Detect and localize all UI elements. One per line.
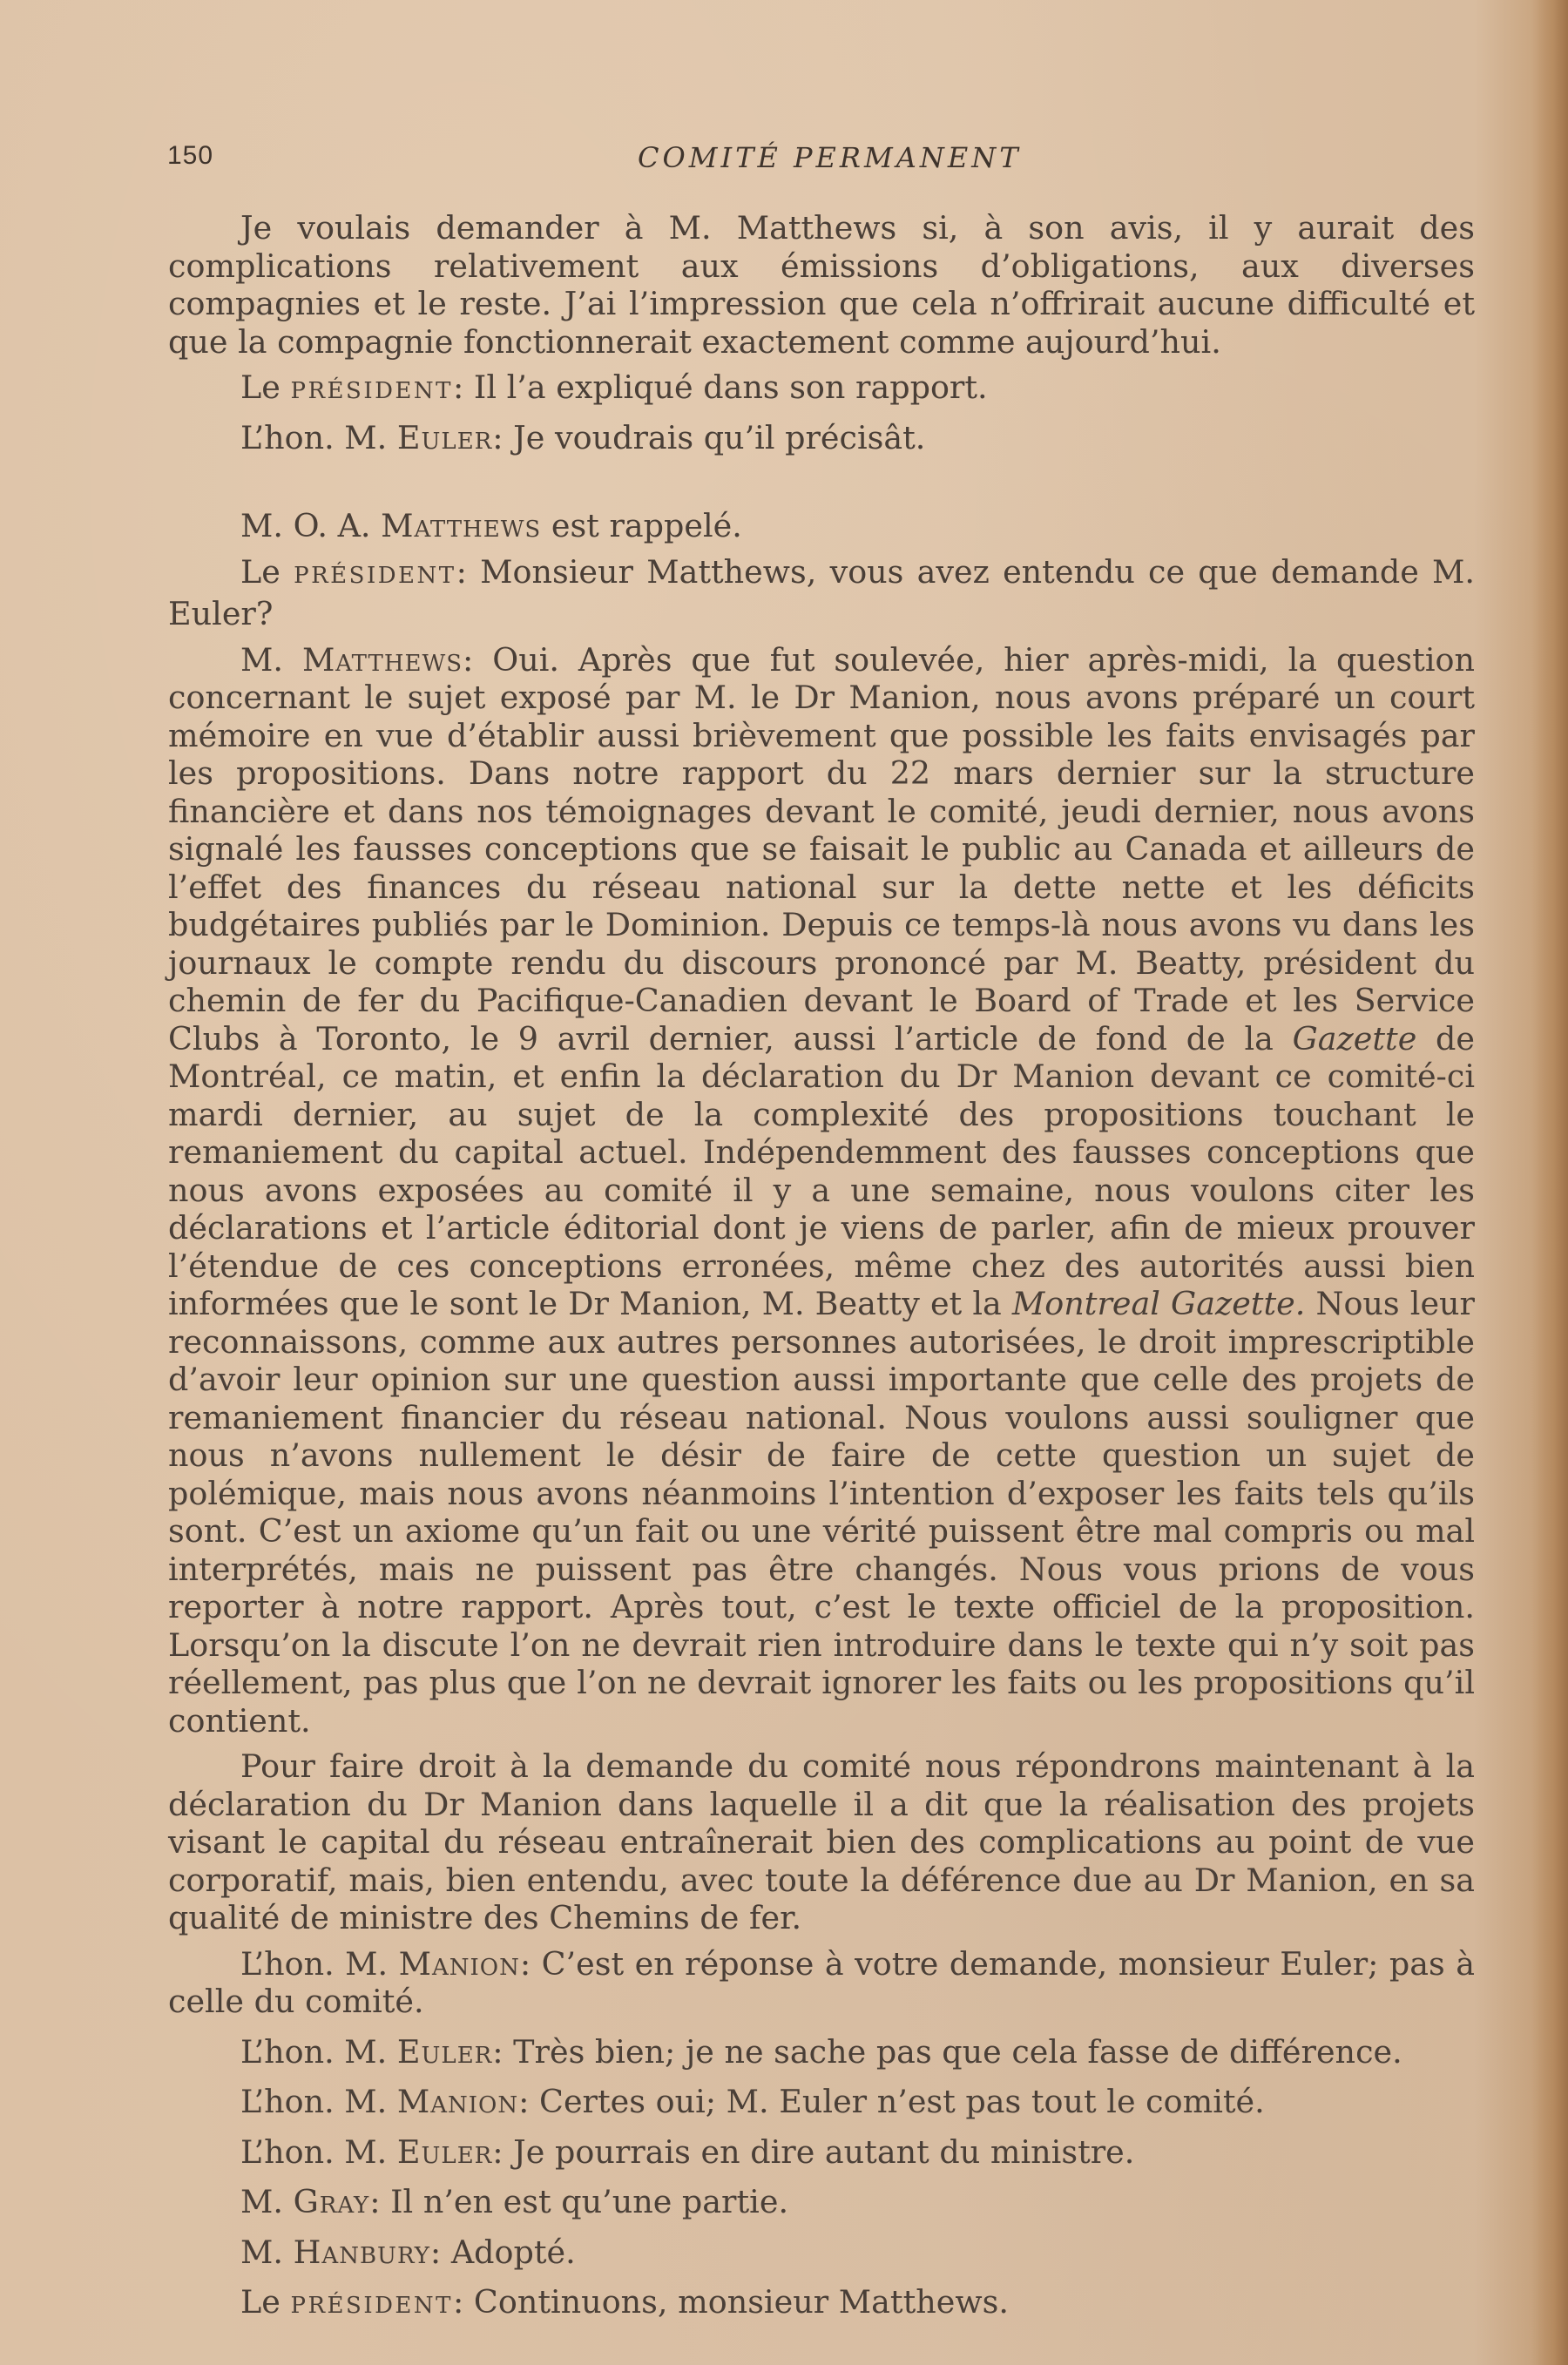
speaker-name: Euler <box>396 418 493 456</box>
speech-text-part-1: Oui. Après que fut soulevée, hier après-midi, la question concernant le sujet exposé par M. le Dr Manion, nous avons préparé un court mémoire en vue d’établir aussi brièvement que possible les faits envisagés par les propositions. Dans notre rapport du 22 mars dernier sur la structure financière et dans nos témoignages devant le comité, jeudi dernier, nous avons signalé les fausses conceptions que se faisait le public au Canada et ailleurs de l’effet des finances du réseau national sur la dette nette et les déficits budgétaires publiés par le Dominion. Depuis ce temps-là nous avons vu dans les journaux le compte rendu du discours prononcé par M. Beatty, président du chemin de fer du Pacifique-Canadien devant le Board of Trade et les Service Clubs à Toronto, le 9 avril dernier, aussi l’article de fond de la <box>168 640 1475 1057</box>
speech-text: Certes oui; M. Euler n’est pas tout le comité. <box>539 2083 1265 2120</box>
speech-text: Je voudrais qu’il précisât. <box>513 418 926 456</box>
speech-gray: M. Gray: Il n’en est qu’une partie. <box>240 2183 789 2220</box>
speech-president-1: Le PRÉSIDENT: Il l’a expliqué dans son rapport. <box>240 368 988 406</box>
speaker-role: Le <box>240 2283 280 2321</box>
speaker-name: PRÉSIDENT <box>294 562 456 589</box>
speaker-name: Matthews <box>381 507 542 544</box>
speech-text: Il n’en est qu’une partie. <box>390 2183 789 2220</box>
speech-manion-2: L’hon. M. Manion: Certes oui; M. Euler n’est pas tout le comité. <box>240 2083 1265 2120</box>
speaker-name: Hanbury <box>293 2233 430 2271</box>
speaker-title: L’hon. M. <box>240 2083 388 2120</box>
speech-text: C’est en réponse à votre demande, monsieur Euler; pas à celle du comité. <box>168 1944 1475 2020</box>
speech-text: Continuons, monsieur Matthews. <box>473 2283 1009 2321</box>
speaker-title: M. <box>240 2183 283 2220</box>
speech-text: Monsieur Matthews, vous avez entendu ce que demande M. Euler? <box>168 552 1476 632</box>
speech-text-part-2: de Montréal, ce matin, et enfin la déclaration du Dr Manion devant ce comité-ci mardi dernier, au sujet de la complexité des propositions touchant le remaniement du capital actuel. Indépendemment des fausses conceptions que nous avons exposées au comité il y a une semaine, nous voulons citer les déclarations et l’article éditorial dont je viens de parler, afin de mieux prouver l’étendue de ces conceptions erronées, même chez des autorités aussi bien informées que le sont le Dr Manion, M. Beatty et la <box>168 1019 1476 1322</box>
speech-text: Très bien; je ne sache pas que cela fasse de différence. <box>513 2032 1402 2071</box>
speech-euler-3: L’hon. M. Euler: Je pourrais en dire autant du ministre. <box>240 2132 1135 2171</box>
speaker-title: L’hon. M. <box>240 418 388 456</box>
speaker-title: M. <box>240 2233 283 2271</box>
speaker-name: Euler <box>396 2132 493 2171</box>
speech-euler-2: L’hon. M. Euler: Très bien; je ne sache pas que cela fasse de différence. <box>240 2032 1402 2071</box>
speaker-title: M. <box>240 640 283 679</box>
speech-euler-1: L’hon. M. Euler: Je voudrais qu’il précisât. <box>240 418 926 456</box>
speaker-title: L’hon. M. <box>240 2132 388 2171</box>
speech-text: Je pourrais en dire autant du ministre. <box>513 2132 1135 2171</box>
speaker-name: Gray <box>293 2183 370 2220</box>
speaker-name: PRÉSIDENT <box>290 2293 454 2319</box>
speech-text-part-3: Nous leur reconnaissons, comme aux autres personnes autorisées, le droit imprescriptible d’avoir leur opinion sur une question aussi importante que celle des projets de remaniement financier du réseau national. Nous voulons aussi souligner que nous n’avons nullement le désir de faire de cette question un sujet de polémique, mais nous avons néanmoins l’intention d’exposer les faits tels qu’ils sont. C’est un axiome qu’un fait ou une vérité puissent être mal compris ou mal interprétés, mais ne puissent pas être changés. Nous vous prions de vous reporter à notre rapport. Après tout, c’est le texte officiel de la proposition. Lorsqu’on la discute l’on ne devrait rien introduire dans le texte qui n’y soit pas réellement, pas plus que l’on ne devrait ignorer les faits ou les propositions qu’il contient. <box>168 1285 1476 1740</box>
speech-president-2: Le PRÉSIDENT: Monsieur Matthews, vous avez entendu ce que demande M. Euler? <box>168 552 1476 632</box>
witness-recalled <box>168 507 1475 545</box>
speaker-name: Euler <box>396 2032 493 2071</box>
speaker-role: Le <box>240 368 280 406</box>
speaker-name: Manion <box>398 1944 520 1983</box>
page-number: 150 <box>167 141 214 170</box>
speech-text: Adopté. <box>450 2233 576 2271</box>
page-edge-shadow <box>1531 0 1568 2365</box>
page-header <box>167 141 1474 183</box>
page-body <box>168 209 1475 2326</box>
speech-text: est rappelé. <box>551 507 742 544</box>
speech-manion-1: L’hon. M. Manion: C’est en réponse à votre demande, monsieur Euler; pas à celle du comité. <box>168 1944 1475 2020</box>
speaker-title: L’hon. M. <box>240 2032 388 2071</box>
speech-matthews-long: M. Matthews: Oui. Après que fut soulevée, hier après-midi, la question concernant le sujet exposé par M. le Dr Manion, nous avons préparé un court mémoire en vue d’établir aussi brièvement que possible les faits envisagés par les propositions. Dans notre rapport du 22 mars dernier sur la structure financière et dans nos témoignages devant le comité, jeudi dernier, nous avons signalé les fausses conceptions que se faisait le public au Canada et ailleurs de l’effet des finances du réseau national sur la dette nette et les déficits budgétaires publiés par le Dominion. Depuis ce temps-là nous avons vu dans les journaux le compte rendu du discours prononcé par M. Beatty, président du chemin de fer du Pacifique-Canadien devant le Board of Trade et les Service Clubs à Toronto, le 9 avril dernier, aussi l’article de fond de la Gazette de Montréal, ce matin, et enfin la déclaration du Dr Manion devant ce comité-ci mardi dernier, au sujet de la complexité des propositions touchant le remaniement du capital actuel. Indépendemment des fausses conceptions que nous avons exposées au comité il y a une semaine, nous voulons citer les déclarations et l’article éditorial dont je viens de parler, afin de mieux prouver l’étendue de ces conceptions erronées, même chez des autorités aussi bien informées que le sont le Dr Manion, M. Beatty et la Montreal Gazette. Nous leur reconnaissons, comme aux autres personnes autorisées, le droit imprescriptible d’avoir leur opinion sur une question aussi importante que celle des projets de remaniement financier du réseau national. Nous voulons aussi souligner que nous n’avons nullement le désir de faire de cette question un sujet de polémique, mais nous avons néanmoins l’intention d’exposer les faits tels qu’ils sont. C’est un axiome qu’un fait ou une vérité puissent être mal compris ou mal interprétés, mais ne puissent pas être changés. Nous vous prions de vous reporter à notre rapport. Après tout, c’est le texte officiel de la proposition. Lorsqu’on la discute l’on ne devrait rien introduire dans le texte qui n’y soit pas réellement, pas plus que l’on ne devrait ignorer les faits ou les propositions qu’il contient. <box>168 640 1476 1740</box>
speaker-name: PRÉSIDENT <box>290 378 454 404</box>
speaker-name: Manion <box>396 2083 519 2120</box>
speaker-title: L’hon. M. <box>240 1944 389 1983</box>
speaker-name: Matthews <box>301 640 463 679</box>
speaker-title: M. O. A. <box>240 507 371 544</box>
paragraph-intro: Je voulais demander à M. Matthews si, à son avis, il y aurait des complications relativement aux émissions d’obligations, aux diverses compagnies et le reste. J’ai l’impression que cela n’offrirait aucune difficulté et que la compagnie fonctionnerait exactement comme aujourd’hui. <box>168 209 1475 361</box>
montreal-gazette-title: Montreal Gazette. <box>1011 1285 1306 1322</box>
speech-president-3: Le PRÉSIDENT: Continuons, monsieur Matthews. <box>240 2283 1009 2321</box>
paragraph-response: Pour faire droit à la demande du comité nous répondrons maintenant à la déclaration du Dr Manion dans laquelle il a dit que la réalisation des projets visant le capital du réseau entraînerait bien des complications au point de vue corporatif, mais, bien entendu, avec toute la déférence due au Dr Manion, en sa qualité de ministre des Chemins de fer. <box>168 1747 1475 1936</box>
gazette-title: Gazette <box>1292 1019 1417 1057</box>
speech-hanbury: M. Hanbury: Adopté. <box>240 2233 576 2271</box>
speaker-role: Le <box>240 552 280 591</box>
running-head: COMITÉ PERMANENT <box>638 141 1022 174</box>
speech-text: Il l’a expliqué dans son rapport. <box>473 368 988 406</box>
